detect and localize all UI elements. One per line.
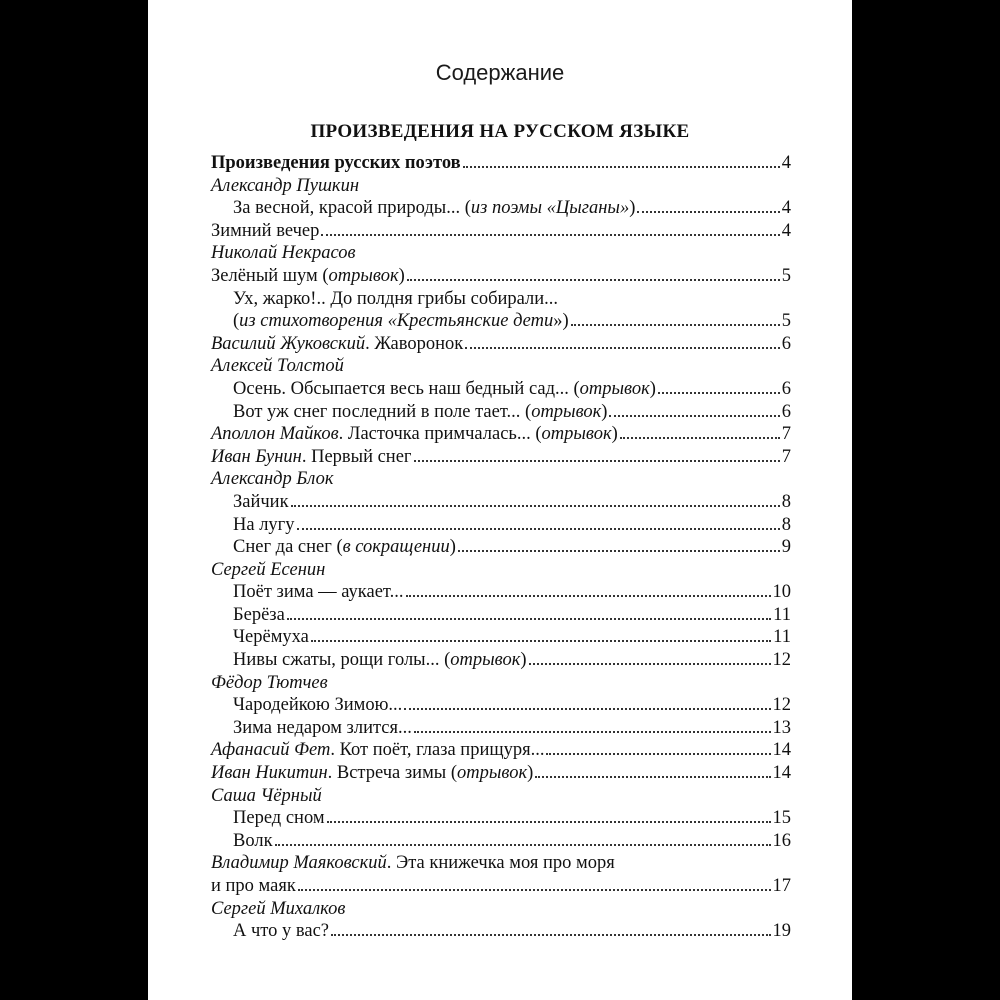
toc-entry-title [233,807,325,830]
toc-entry-text: Сергей Есенин [211,559,326,580]
dot-leader [298,889,771,891]
toc-entry-text: ) [398,265,405,286]
toc-entry-page: 15 [772,808,791,829]
toc-entry-title [233,378,656,401]
toc-entry [211,514,791,537]
dot-leader [463,166,780,168]
toc-entry-page: 14 [772,763,791,784]
toc-entry-title [233,288,558,311]
book-page [148,0,852,1000]
toc-entry [211,717,791,740]
toc-entry-text: А что у вас? [233,921,330,942]
toc-entry [211,830,791,853]
toc-entry [211,265,791,288]
dot-leader [291,505,780,507]
toc-entry-text: из стихотворения «Крестьянские дети [239,311,554,332]
section-title: ПРОИЗВЕДЕНИЯ НА РУССКОМ ЯЗЫКЕ [310,121,690,142]
toc-entry-text: Иван Никитин [211,763,328,784]
toc-entry-title [233,694,402,717]
toc-entry-text: Зимний вечер [211,220,320,241]
dot-leader [458,550,780,552]
dot-leader [275,844,771,846]
toc-entry-text: Нивы сжаты, рощи голы... ( [233,650,451,671]
toc-entry-page: 11 [773,627,791,648]
toc-entry [211,152,791,175]
toc-entry-page: 5 [781,265,791,286]
toc-entry-page: 6 [781,401,791,422]
toc-entry [211,649,791,672]
toc-entry-title [233,830,273,853]
dot-leader [327,821,771,823]
dot-leader [414,460,780,462]
toc-entry [211,694,791,717]
toc-entry [211,604,791,627]
toc-entry [211,288,791,311]
dot-leader [620,437,780,439]
toc-entry-text: Чародейкою Зимою... [233,695,403,716]
toc-entry-title [211,762,533,785]
toc-entry-text: отрывок [531,401,602,422]
toc-entry-text: . Жаворонок [365,333,464,354]
dot-leader [297,528,780,530]
toc-entry [211,468,791,491]
toc-entry-text: Александр Блок [211,469,334,490]
toc-entry-page: 7 [781,446,791,467]
toc-entry-text: Владимир Маяковский [211,853,387,874]
toc-entry [211,785,791,808]
toc-entry-page: 13 [772,717,791,738]
toc-entry-text: ( [233,311,240,332]
toc-entry-title [233,197,635,220]
toc-entry-text: ) [601,401,608,422]
toc-entry-page: 4 [781,153,791,173]
dot-leader [571,324,780,326]
toc-entry-text: и про маяк [211,876,296,896]
toc-entry-title [211,672,328,695]
toc-entry-page: 12 [772,695,791,716]
toc-entry-text: . Первый снег [301,446,412,467]
toc-entry-title [233,581,404,604]
toc-entry-text: Афанасий Фет [211,740,331,761]
toc-entry-title [233,920,329,943]
toc-entry-text: . Кот поёт, глаза прищуря... [330,740,545,761]
toc-entry-title [211,220,319,243]
toc-entry [211,242,791,265]
toc-entry-text: Александр Пушкин [211,175,359,196]
toc-entry-text: ) [649,378,656,399]
toc-entry-page: 9 [781,537,791,558]
dot-leader [637,211,779,213]
toc-entry-page: 6 [781,378,791,399]
toc-entry-page: 4 [781,220,791,241]
toc-entry-text: отрывок [457,763,528,784]
toc-entry-page: 17 [772,876,791,896]
toc-entry-title [233,626,309,649]
toc-entry-title [211,898,345,921]
toc-entry-text: Аполлон Майков [211,424,339,445]
toc-entry-text: отрывок [450,650,521,671]
toc-entry [211,559,791,582]
toc-entry-text: отрывок [579,378,650,399]
toc-entry-page: 16 [772,830,791,851]
toc-entry-title [211,785,322,808]
toc-entry-page: 10 [772,582,791,603]
toc-entry [211,175,791,198]
toc-entry-text: . Ласточка примчалась... ( [338,424,542,445]
toc-entry-text: Саша Чёрный [211,785,322,806]
toc-entry-page: 4 [781,198,791,219]
toc-entry-page: 19 [772,921,791,942]
toc-entry-text: . Эта книжечка моя про моря [386,853,615,874]
toc-entry-text: Иван Бунин [211,446,302,467]
page-heading: Содержание [435,60,565,85]
toc-entry-text: Волк [233,830,273,851]
toc-entry-text: За весной, красой природы... ( [233,198,471,219]
toc-entry [211,762,791,785]
dot-leader [535,776,770,778]
toc-entry [211,807,791,830]
toc-entry-page: 8 [781,514,791,535]
toc-entry-text: ) [611,424,618,445]
toc-entry [211,898,791,921]
toc-entry-text: Зелёный шум ( [211,265,329,286]
toc-entry-title [211,875,296,898]
toc-entry-title [211,242,356,265]
dot-leader [407,279,780,281]
toc-entry-text: Зайчик [233,491,289,512]
toc-entry-text: ) [629,198,636,219]
dot-leader [465,347,780,349]
dot-leader [609,415,779,417]
toc-entry-title [233,401,607,424]
toc-entry-title [211,265,405,288]
toc-entry-text: ) [527,763,534,784]
toc-entry-page: 7 [781,424,791,445]
toc-entry-title [233,491,289,514]
toc-entry-text: отрывок [541,424,612,445]
toc-entry-page: 8 [781,491,791,512]
toc-entry-text: ) [449,537,456,558]
toc-entry [211,875,791,898]
toc-entry-text: Вот уж снег последний в поле тает... ( [233,401,532,422]
toc-entry-text: Произведения русских поэтов [211,153,461,173]
toc-entry [211,739,791,762]
toc-entry-text: Снег да снег ( [233,537,343,558]
toc-entry-text: Василий Жуковский [211,333,366,354]
toc-entry-text: На лугу [233,514,295,535]
toc-entry-title [233,310,569,333]
toc-entry-title [233,514,295,537]
toc-entry [211,197,791,220]
toc-entry-text: ») [553,311,569,332]
toc-entry [211,852,791,875]
toc-entry-text: из поэмы «Цыганы» [470,198,630,219]
toc-entry-title [233,649,527,672]
toc-entry-text: Перед сном [233,808,325,829]
dot-leader [287,618,771,620]
dot-leader [331,934,770,936]
toc-entry [211,920,791,943]
toc-entry-title [211,446,412,469]
toc-entry-page: 11 [773,604,791,625]
toc-entry-text: Зима недаром злится... [233,717,412,738]
toc-entry-text: в сокращении [342,537,450,558]
toc-entry-text: Осень. Обсыпается весь наш бедный сад... ( [233,378,580,399]
toc-entry-title [233,536,456,559]
toc-entry-title [211,152,461,175]
dot-leader [321,234,779,236]
toc-entry [211,423,791,446]
dot-leader [404,708,770,710]
toc-entry-title [211,175,359,198]
dot-leader [406,595,771,597]
toc-entry-page: 6 [781,333,791,354]
toc-entry-title [233,604,285,627]
toc-entry [211,672,791,695]
toc-entry [211,446,791,469]
toc-entry-text: Сергей Михалков [211,898,346,919]
toc-entry-title [211,468,334,491]
toc-entry [211,220,791,243]
toc-entry-title [211,739,544,762]
dot-leader [311,640,771,642]
toc-entry-title [211,852,615,875]
toc-entry-text: Берёза [233,604,285,625]
dot-leader [529,663,771,665]
toc-entry-text: Черёмуха [233,627,309,648]
toc-entry-text: Поёт зима — аукает... [233,582,404,603]
toc-entry [211,310,791,333]
toc-entry-text: ) [520,650,527,671]
dot-leader [658,392,780,394]
table-of-contents [211,152,791,943]
toc-entry [211,401,791,424]
toc-entry [211,626,791,649]
toc-entry-title [211,355,344,378]
toc-entry-title [211,423,618,446]
toc-entry-page: 5 [781,311,791,332]
toc-entry-text: . Встреча зимы ( [327,763,458,784]
toc-entry [211,536,791,559]
toc-entry-text: Алексей Толстой [211,356,344,377]
toc-entry-text: Фёдор Тютчев [211,672,328,693]
toc-entry [211,581,791,604]
toc-entry-text: Николай Некрасов [211,243,356,264]
toc-entry [211,333,791,356]
dot-leader [414,731,771,733]
toc-entry-page: 14 [772,740,791,761]
toc-entry [211,355,791,378]
toc-entry-text: Ух, жарко!.. До полдня грибы собирали... [233,288,559,309]
toc-entry [211,378,791,401]
toc-entry-title [211,333,463,356]
toc-entry [211,491,791,514]
toc-entry-page: 12 [772,650,791,671]
dot-leader [546,753,770,755]
toc-entry-title [211,559,325,582]
toc-entry-text: отрывок [328,265,399,286]
toc-entry-title [233,717,412,740]
